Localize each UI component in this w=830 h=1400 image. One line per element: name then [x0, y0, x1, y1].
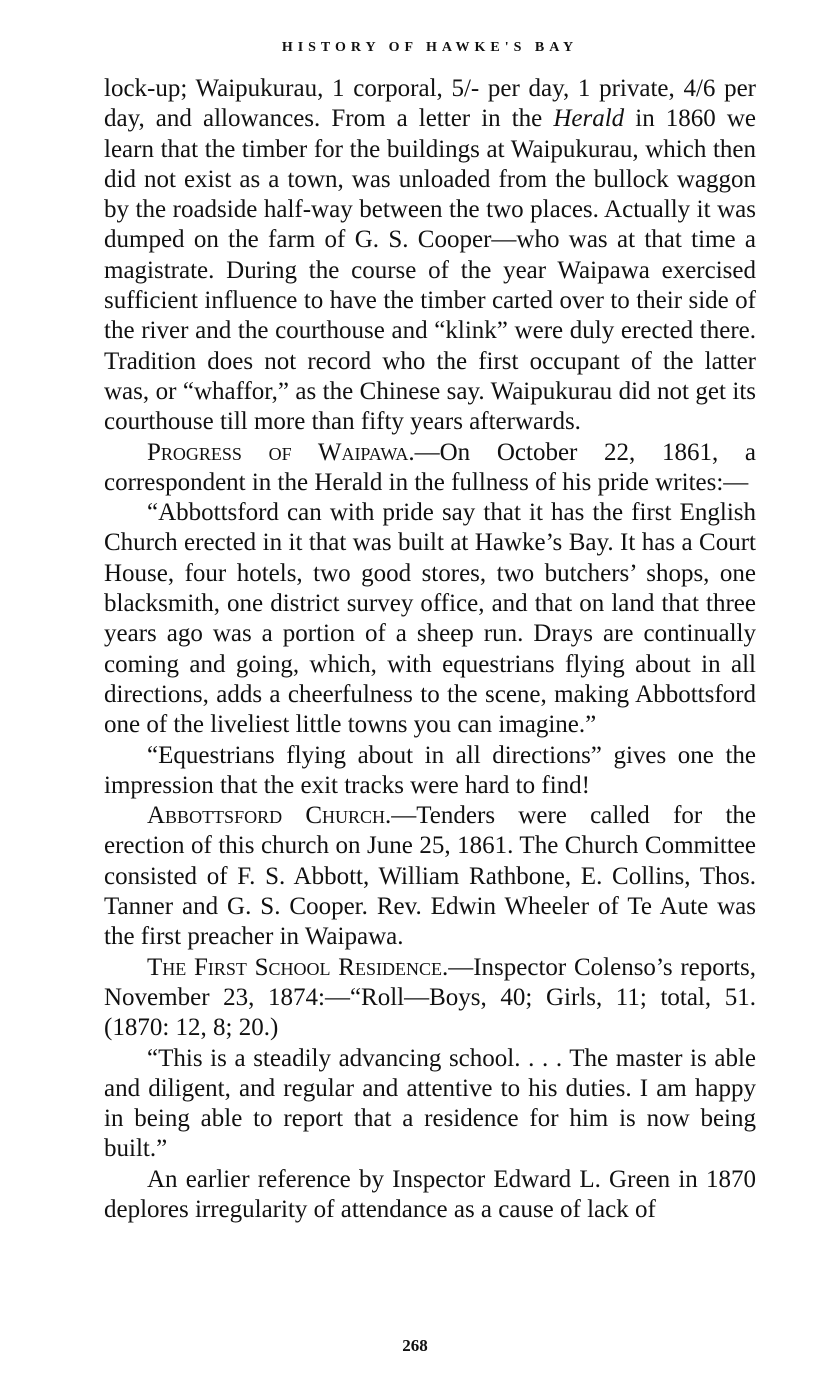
page-number: 268 — [402, 1336, 428, 1355]
body-text — [104, 74, 756, 1225]
paragraph-text: in 1860 we learn that the timber for the buildings at Waipukurau, which then did not exist as a town, was unloaded from the bullock waggon by the roadside half-way between the two places. Actually it was dumped on the farm of G. S. Cooper—who was at that time a magistrate. During the course of the year Waipawa exercised sufficient influence to have the timber carted over to their side of the river and the courthouse and “klink” were duly erected there. Tradition does not record who the first occupant of the latter was, or “whaffor,” as the Chinese say. Waipukurau did not get its courthouse till more than fifty years afterwards. — [104, 105, 756, 436]
italic-newspaper-title: Herald — [553, 105, 625, 133]
paragraph — [104, 74, 756, 438]
running-head: HISTORY OF HAWKE'S BAY — [281, 40, 579, 55]
paragraph — [104, 438, 756, 499]
paragraph-text: “Abbottsford can with pride say that it has the first English Church erected in it that was built at Hawke’s Bay. It has a Court House, four hotels, two good stores, two butchers’ shops, one blacksmith, one district survey office, and that on land that three years ago was a portion of a sheep run. Drays are continually coming and going, which, with equestrians flying about in all directions, adds a cheerfulness to the scene, making Abbottsford one of the liveliest little towns you can imagine.” — [104, 499, 756, 739]
paragraph — [104, 1165, 756, 1226]
section-heading: Progress of Waipawa. — [147, 438, 415, 466]
paragraph-text: An earlier reference by Inspector Edward L. Green in 1870 deplores irregularity of attendance as a cause of lack of — [104, 1165, 756, 1223]
paragraph — [104, 741, 756, 802]
paragraph-text: —Tenders were called for the erection of this church on June 25, 1861. The Church Committee consisted of F. S. Abbott, William Rathbone, E. Collins, Thos. Tanner and G. S. Cooper. Rev. Edwin Wheeler of Te Aute was the first preacher in Waipawa. — [104, 802, 757, 951]
page — [104, 40, 756, 1225]
paragraph-text: —Inspector Colenso’s reports, November 23, 1874:—“Roll—Boys, 40; Girls, 11; total, 51. (1870: 12, 8; 20.) — [104, 953, 757, 1042]
paragraph — [104, 498, 756, 740]
section-heading: Abbottsford Church. — [147, 802, 392, 830]
paragraph-text: “Equestrians flying about in all directions” gives one the impression that the exit tracks were hard to find! — [104, 741, 756, 799]
paragraph — [104, 801, 756, 952]
paragraph — [104, 953, 756, 1044]
paragraph-text: “This is a steadily advancing school. . . . The master is able and diligent, and regular and attentive to his duties. I am happy in being able to report that a residence for him is now being built.” — [104, 1044, 756, 1163]
paragraph-text: —On October 22, 1861, a correspondent in the Herald in the fullness of his pride writes:— — [104, 438, 756, 496]
section-heading: The First School Residence. — [147, 953, 449, 981]
paragraph-text: lock-up; Waipukurau, 1 corporal, 5/- per day, 1 private, 4/6 per day, and allowances. From a letter in the — [104, 75, 756, 133]
paragraph — [104, 1044, 756, 1165]
